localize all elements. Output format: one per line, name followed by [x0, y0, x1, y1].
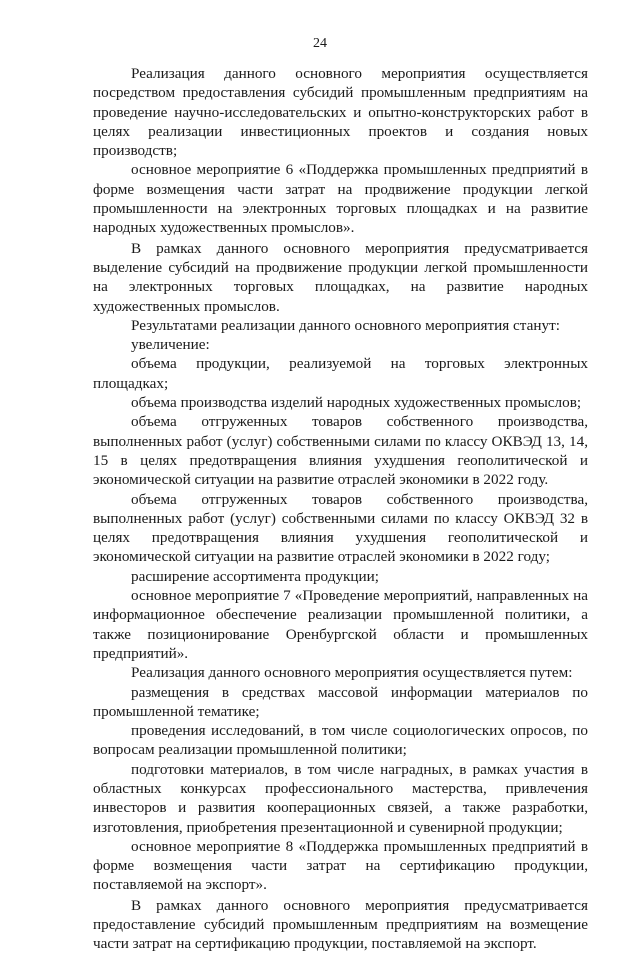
list-item-okved-32: объема отгруженных товаров собственного производства, выполненных работ (услуг) собственными силами по классу ОКВЭД 32 в целях предотвращения влияния ухудшения геополитической и экономической ситуации на развитие отраслей экономики в 2022 году;	[93, 490, 588, 566]
list-item-assortment: расширение ассортимента продукции;	[131, 567, 380, 585]
list-item-media: размещения в средствах массовой информации материалов по промышленной тематике;	[93, 683, 588, 720]
paragraph-measure-7-means: Реализация данного основного мероприятия осуществляется путем:	[131, 664, 573, 682]
paragraph-measure-8-scope: В рамках данного основного мероприятия предусматривается предоставление субсидий промышленным предприятиям на возмещение части затрат на сертификацию продукции, поставляемой на экспорт.	[93, 896, 588, 953]
paragraph-results-intro: Результатами реализации данного основного мероприятия станут:	[131, 316, 560, 334]
list-item-research: проведения исследований, в том числе социологических опросов, по вопросам реализации промышленной политики;	[93, 722, 588, 759]
list-item-crafts-volume: объема производства изделий народных художественных промыслов;	[131, 394, 582, 412]
document-body	[93, 64, 588, 954]
list-item-ecommerce-volume: объема продукции, реализуемой на торговых электронных площадках;	[93, 355, 588, 392]
paragraph-subsidy-rnd: Реализация данного основного мероприятия осуществляется посредством предоставления субсидий промышленным предприятиям на проведение научно-исследовательских и опытно-конструкторских работ в целях реализации инвестиционных проектов и создания новых производств;	[93, 65, 588, 160]
list-item-materials: подготовки материалов, в том числе наградных, в рамках участия в областных конкурсах профессионального мастерства, привлечения инвесторов и развития кооперационных связей, а также разработки, изготовления, приобретения презентационной и сувенирной продукции;	[93, 760, 588, 836]
page-number: 24	[313, 36, 327, 51]
paragraph-measure-6: основное мероприятие 6 «Поддержка промышленных предприятий в форме возмещения части затрат на продвижение продукции легкой промышленности на электронных торговых площадках и на развитие народных художественных промыслов».	[93, 161, 588, 237]
paragraph-measure-7: основное мероприятие 7 «Проведение мероприятий, направленных на информационное обеспечение реализации промышленной политики, а также позиционирование Оренбургской области и промышленных предприятий».	[93, 587, 588, 662]
paragraph-measure-6-scope: В рамках данного основного мероприятия предусматривается выделение субсидий на продвижение продукции легкой промышленности на электронных торговых площадках, на развитие народных художественных промыслов.	[93, 239, 588, 315]
paragraph-measure-8: основное мероприятие 8 «Поддержка промышленных предприятий в форме возмещения части затрат на сертификацию продукции, поставляемой на экспорт».	[93, 837, 588, 894]
list-item-okved-13-15: объема отгруженных товаров собственного производства, выполненных работ (услуг) собственными силами по классу ОКВЭД 13, 14, 15 в целях предотвращения влияния ухудшения геополитической и экономической ситуации на развитие отраслей экономики в 2022 году.	[93, 413, 588, 489]
paragraph-increase: увеличение:	[131, 336, 210, 354]
